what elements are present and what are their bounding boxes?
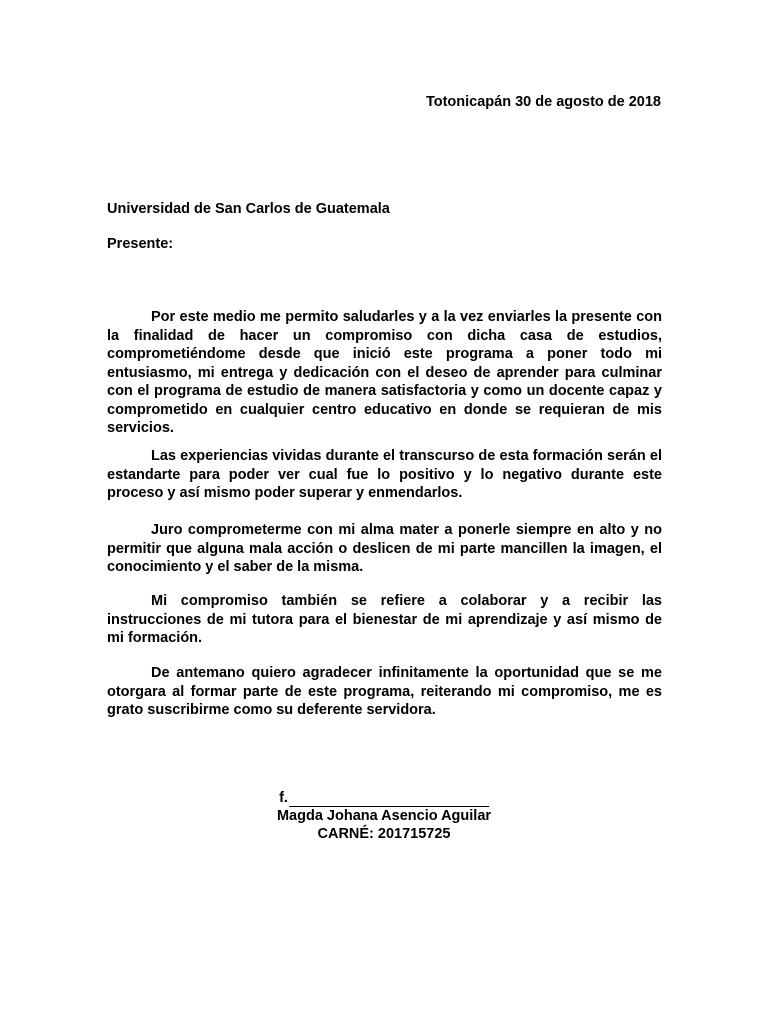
- body-paragraph-1: Por este medio me permito saludarles y a la vez enviarles la presente con la finalidad de hacer un compromiso con dicha casa de estudios, comprometiéndome desde que inició este programa a poner todo mi entusiasmo, mi entrega y dedicación con el deseo de aprender para culminar con el programa de estudio de manera satisfactoria y como un docente capaz y comprometido en cualquier centro educativo en donde se requieran de mis servicios.: [107, 309, 662, 436]
- body-paragraph-3: Juro comprometerme con mi alma mater a ponerle siempre en alto y no permitir que alguna mala acción o deslicen de mi parte mancillen la imagen, el conocimiento y el saber de la misma.: [107, 522, 662, 575]
- body-paragraph-5: De antemano quiero agradecer infinitamente la oportunidad que se me otorgara al formar parte de este programa, reiterando mi compromiso, me es grato suscribirme como su deferente servidora.: [107, 665, 662, 718]
- signature-line: [289, 792, 489, 807]
- place-date: Totonicapán 30 de agosto de 2018: [425, 94, 661, 110]
- body-paragraph-4: Mi compromiso también se refiere a colaborar y a recibir las instrucciones de mi tutora para el bienestar de mi aprendizaje y así mismo de mi formación.: [107, 593, 662, 646]
- signer-id: CARNÉ: 201715725: [317, 826, 451, 842]
- salutation: Presente:: [107, 236, 174, 252]
- signature-prefix: f.: [279, 790, 288, 806]
- recipient: Universidad de San Carlos de Guatemala: [107, 201, 390, 217]
- signature-block: [260, 789, 508, 843]
- signature-line-row: [260, 789, 508, 807]
- body-paragraph-2: Las experiencias vividas durante el transcurso de esta formación serán el estandarte para poder ver cual fue lo positivo y lo negativo durante este proceso y así mismo poder superar y enmendarlos.: [107, 448, 662, 501]
- signer-name: Magda Johana Asencio Aguilar: [276, 808, 492, 824]
